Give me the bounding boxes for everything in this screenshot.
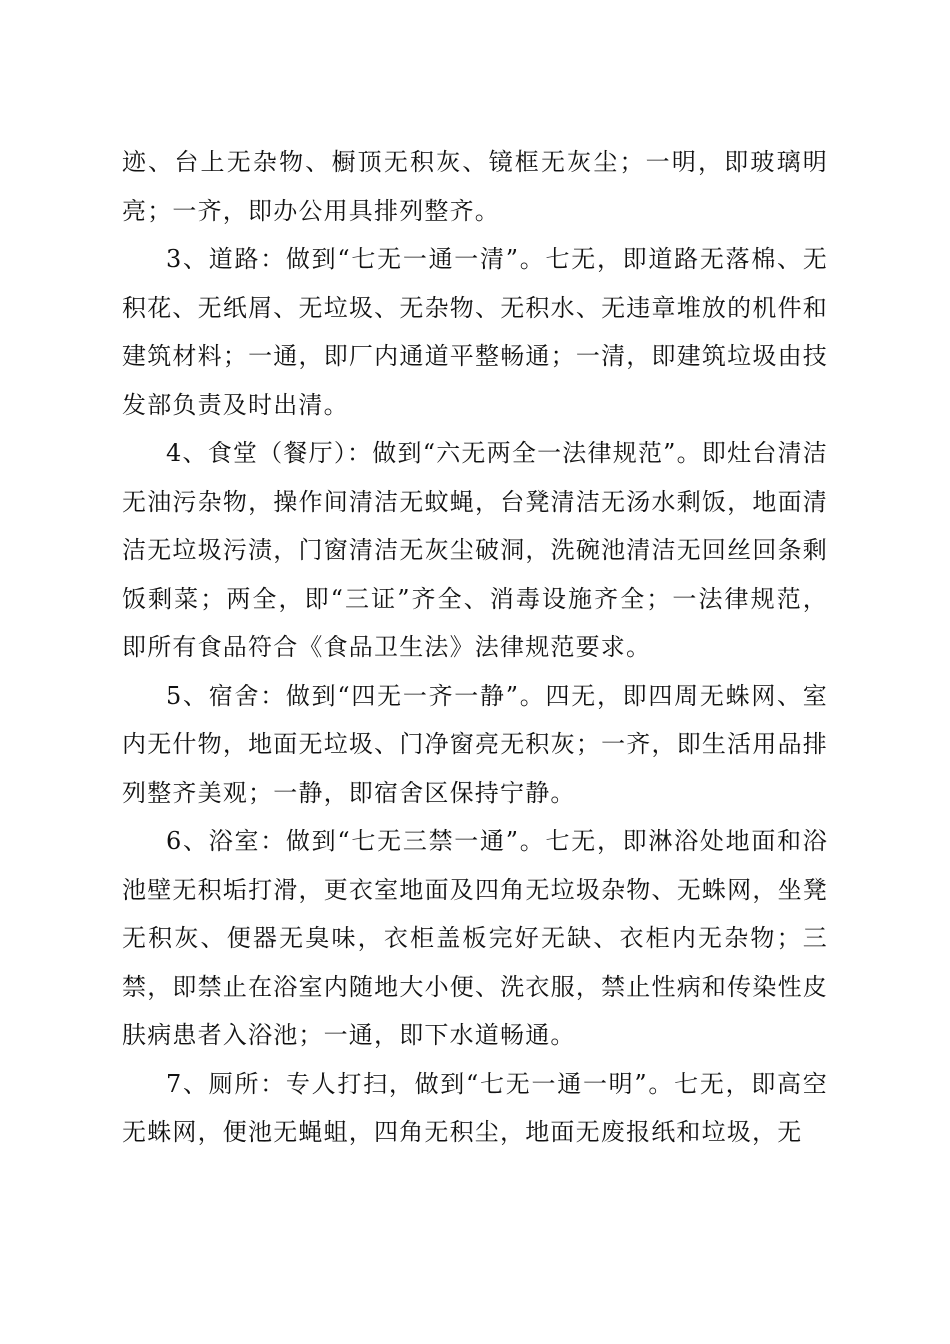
paragraph-bathroom: 6、浴室：做到“七无三禁一通”。七无，即淋浴处地面和浴池壁无积垢打滑，更衣室地面及四角无垃圾杂物、无蛛网，坐凳无积灰、便器无臭味，衣柜盖板完好无缺、衣柜内无杂物；三禁，即禁止在浴室内随地大小便、洗衣服，禁止性病和传染性皮肤病患者入浴池；一通，即下水道畅通。 bbox=[122, 827, 828, 1049]
paragraph-canteen: 4、食堂（餐厅）：做到“六无两全一法律规范”。即灶台清洁无油污杂物，操作间清洁无蚊蝇，台凳清洁无汤水剩饭，地面清洁无垃圾污渍，门窗清洁无灰尘破洞，洗碗池清洁无回丝回条剩饭剩菜；两全，即“三证”齐全、消毒设施齐全；一法律规范，即所有食品符合《食品卫生法》法律规范要求。 bbox=[122, 439, 828, 661]
paragraph-toilet: 7、厕所：专人打扫，做到“七无一通一明”。七无，即高空无蛛网，便池无蝇蛆，四角无积尘，地面无废报纸和垃圾，无 bbox=[122, 1069, 828, 1146]
paragraph-roads: 3、道路：做到“七无一通一清”。七无，即道路无落棉、无积花、无纸屑、无垃圾、无杂物、无积水、无违章堆放的机件和建筑材料；一通，即厂内通道平整畅通；一清，即建筑垃圾由技发部负责及时出清。 bbox=[122, 245, 828, 419]
document-body bbox=[122, 138, 828, 1157]
paragraph-dormitory: 5、宿舍：做到“四无一齐一静”。四无，即四周无蛛网、室内无什物，地面无垃圾、门净窗亮无积灰；一齐，即生活用品排列整齐美观；一静，即宿舍区保持宁静。 bbox=[122, 681, 828, 807]
paragraph-office-continued: 迹、台上无杂物、橱顶无积灰、镜框无灰尘；一明，即玻璃明亮；一齐，即办公用具排列整齐。 bbox=[122, 148, 828, 225]
